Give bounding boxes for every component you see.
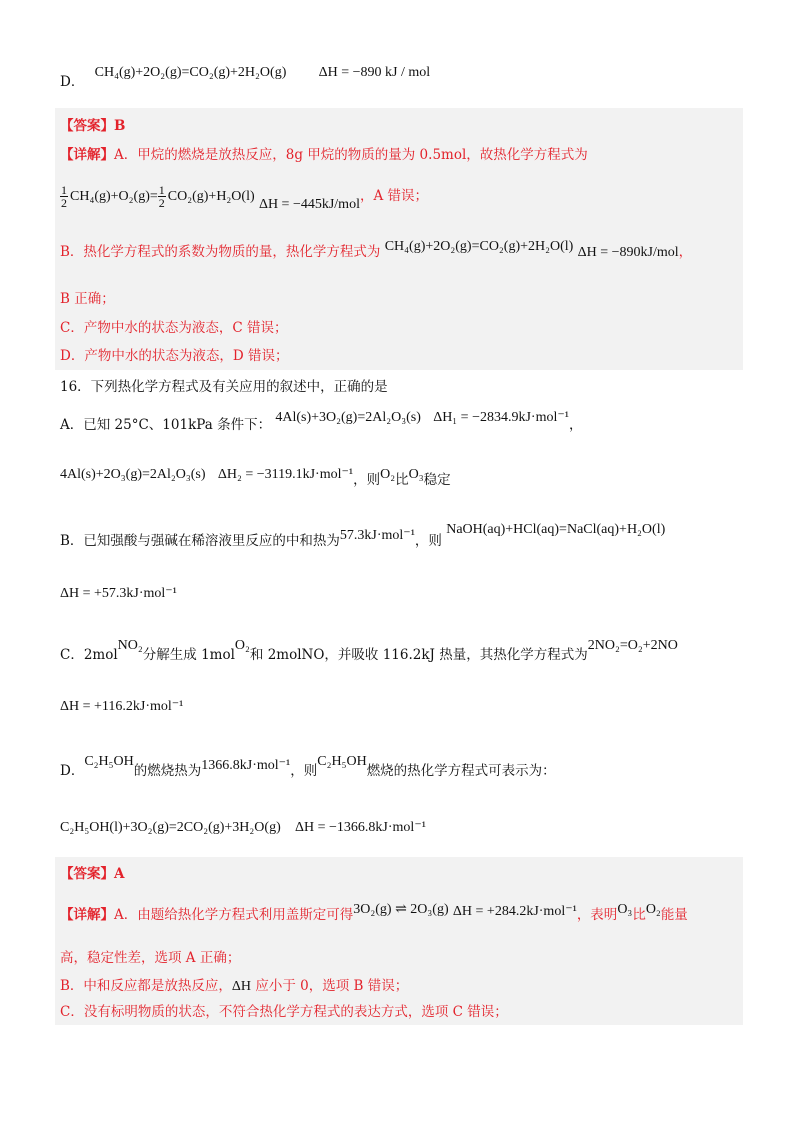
delta-h: ΔH = +284.2kJ·mol⁻¹ xyxy=(452,904,577,919)
text: 应小于 0，选项 B 错误； xyxy=(255,978,409,994)
equation: CH₄(g)+2O₂(g)=CO₂(g)+2H₂O(l) xyxy=(384,239,574,254)
q16-stem: 16．下列热化学方程式及有关应用的叙述中，正确的是 xyxy=(60,379,388,395)
detail-prefix: 【详解】 xyxy=(60,147,114,163)
equation-a-line xyxy=(60,184,428,214)
option-text: B．已知强酸与强碱在稀溶液里反应的中和热为 xyxy=(60,533,340,549)
text: ，则 xyxy=(414,533,442,549)
text: 的燃烧热为 xyxy=(133,763,202,779)
detail-line-a xyxy=(60,145,588,165)
q16-option-b xyxy=(60,522,666,552)
formula-ethanol: C₂H₅OH xyxy=(84,754,134,769)
option-text: A．已知 25°C、101kPa 条件下： xyxy=(60,417,272,433)
text: 比 xyxy=(632,907,646,923)
text: ，表明 xyxy=(576,907,618,923)
equation: CH₄(g)+2O₂(g)=CO₂(g)+2H₂O(g) xyxy=(94,65,287,80)
equation: 3O₂(g) ⇌ 2O₃(g) xyxy=(353,902,449,917)
q16-option-d xyxy=(60,754,556,782)
answer-text: 【答案】A xyxy=(60,866,125,882)
q15-option-d xyxy=(60,65,431,93)
delta-h: ΔH = −445kJ/mol xyxy=(258,197,360,212)
text: 分解生成 1mol xyxy=(142,647,235,663)
detail-text: A．甲烷的燃烧是放热反应，8g 甲烷的物质的量为 0.5mol，故热化学方程式为 xyxy=(114,147,588,163)
detail-line-a2: 高，稳定性差，选项 A 正确； xyxy=(60,950,241,966)
value: 57.3kJ·mol⁻¹ xyxy=(339,528,415,543)
text: 比 xyxy=(395,472,409,488)
punct: ， xyxy=(568,417,583,433)
q16-option-c xyxy=(60,638,678,666)
formula-o3: O₃ xyxy=(617,902,633,917)
text: 燃烧的热化学方程式可表示为： xyxy=(366,763,556,779)
equation: NaOH(aq)+HCl(aq)=NaCl(aq)+H₂O(l) xyxy=(446,522,666,537)
verdict: ，A 错误； xyxy=(359,188,429,204)
detail-line-d: D．产物中水的状态为液态，D 错误； xyxy=(60,348,289,364)
equation: 2NO₂=O₂+2NO xyxy=(587,638,678,653)
formula-ethanol-2: C₂H₅OH xyxy=(317,754,367,769)
delta-h: ΔH = +57.3kJ·mol⁻¹ xyxy=(60,586,177,601)
text: ，则 xyxy=(353,472,381,488)
formula-o3: O₃ xyxy=(408,467,424,482)
text: B．中和反应都是放热反应， xyxy=(60,978,232,994)
detail-line-b xyxy=(60,976,408,997)
value: 1366.8kJ·mol⁻¹ xyxy=(201,758,291,773)
q16-option-a-2 xyxy=(60,467,451,491)
punct: ， xyxy=(678,244,693,260)
delta-h: ΔH xyxy=(231,979,252,994)
detail-line-b2: B 正确； xyxy=(60,291,115,307)
option-label: D． xyxy=(60,74,85,90)
formula-o2: O₂ xyxy=(234,638,250,653)
option-label: D． xyxy=(60,763,85,779)
delta-h: ΔH = −890kJ/mol xyxy=(577,245,679,260)
fraction-half-2: $\frac{1}{2}$ xyxy=(158,183,165,210)
delta-h-1: ΔH₁ = −2834.9kJ·mol⁻¹ xyxy=(433,410,569,425)
answer-text: 【答案】B xyxy=(60,118,126,134)
equation-2: 4Al(s)+2O₃(g)=2Al₂O₃(s) xyxy=(60,467,206,482)
delta-h: ΔH = −890 kJ / mol xyxy=(318,65,431,80)
detail-line-c: C．没有标明物质的状态，不符合热化学方程式的表达方式，选项 C 错误； xyxy=(60,1004,508,1020)
q16-option-d-eq xyxy=(60,817,426,838)
q16-option-b-dh xyxy=(60,583,177,604)
answer-box-2 xyxy=(55,857,743,1025)
delta-h: ΔH = +116.2kJ·mol⁻¹ xyxy=(60,699,184,714)
text: 稳定 xyxy=(423,472,451,488)
text: ，则 xyxy=(290,763,318,779)
answer-line xyxy=(60,116,125,136)
q16-option-a xyxy=(60,410,583,436)
detail-prefix: 【详解】 xyxy=(60,907,114,923)
equation-1: 4Al(s)+3O₂(g)=2Al₂O₃(s) xyxy=(275,410,421,425)
option-text: C．2mol xyxy=(60,647,118,663)
text: 能量 xyxy=(660,907,688,923)
formula-o2: O₂ xyxy=(380,467,396,482)
fraction-half: $\frac{1}{2}$ xyxy=(61,183,67,210)
detail-text: B．热化学方程式的系数为物质的量，热化学方程式为 xyxy=(60,244,381,260)
answer-line xyxy=(60,864,124,884)
formula-no2: NO₂ xyxy=(117,638,143,653)
delta-h: ΔH = −1366.8kJ·mol⁻¹ xyxy=(295,820,426,835)
q16-option-c-dh xyxy=(60,696,183,717)
text: 和 2molNO，并吸收 116.2kJ 热量，其热化学方程式为 xyxy=(249,647,588,663)
equation-part-2: CO₂(g)+H₂O(l) xyxy=(167,189,255,204)
formula-o2: O₂ xyxy=(645,902,661,917)
detail-line-c: C．产物中水的状态为液态，C 错误； xyxy=(60,320,288,336)
equation-part-1: CH₄(g)+O₂(g)= xyxy=(70,189,158,204)
equation: C₂H₅OH(l)+3O₂(g)=2CO₂(g)+3H₂O(g) xyxy=(60,820,281,835)
detail-line-a xyxy=(60,902,688,926)
delta-h-2: ΔH₂ = −3119.1kJ·mol⁻¹ xyxy=(217,467,354,482)
detail-text: A．由题给热化学方程式利用盖斯定可得 xyxy=(114,907,354,923)
detail-line-b xyxy=(60,239,693,263)
